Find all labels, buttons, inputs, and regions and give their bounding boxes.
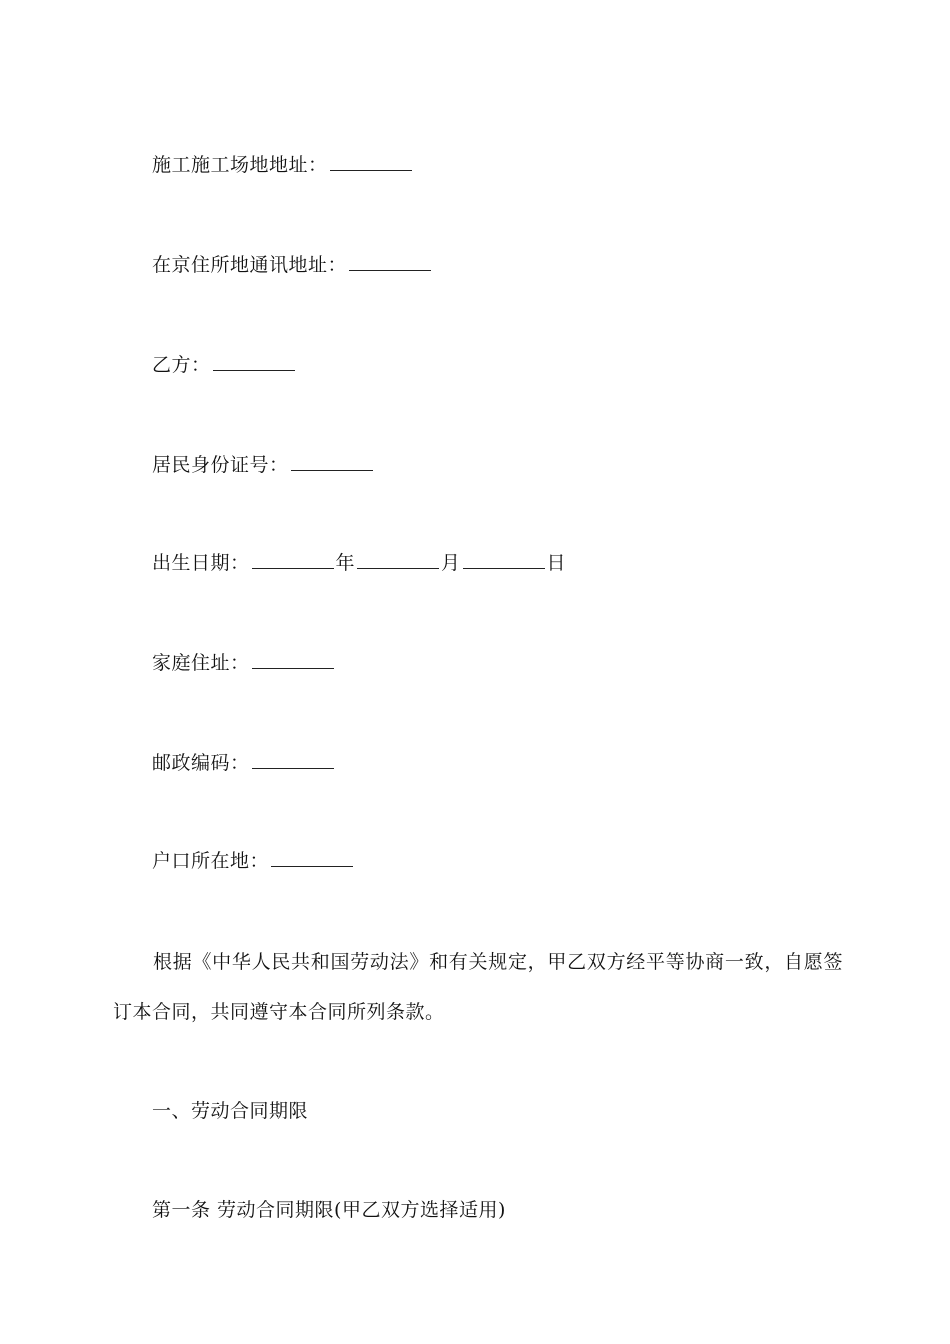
birth-year-label: 年 <box>335 552 356 574</box>
home-address-label: 家庭住址： <box>152 652 250 674</box>
site-address-label: 施工施工场地地址： <box>152 154 328 176</box>
site-address-line <box>152 153 414 177</box>
beijing-address-blank[interactable] <box>349 254 431 271</box>
section-heading-1: 一、劳动合同期限 <box>152 1100 309 1122</box>
postal-code-blank[interactable] <box>252 752 334 769</box>
household-location-line <box>152 849 355 873</box>
birth-date-line <box>152 551 566 575</box>
household-location-blank[interactable] <box>271 850 353 867</box>
postal-code-line <box>152 751 336 775</box>
birth-month-label: 月 <box>441 552 461 574</box>
beijing-address-label: 在京住所地通讯地址： <box>152 254 348 276</box>
article-1-heading: 第一条 劳动合同期限(甲乙双方选择适用) <box>152 1199 506 1221</box>
birth-date-label: 出生日期： <box>152 552 250 574</box>
postal-code-label: 邮政编码： <box>152 752 250 774</box>
id-number-line <box>152 453 375 477</box>
birth-year-blank[interactable] <box>252 552 334 569</box>
birth-day-label: 日 <box>546 552 567 574</box>
birth-month-blank[interactable] <box>357 552 439 569</box>
id-number-label: 居民身份证号： <box>152 454 289 476</box>
household-location-label: 户口所在地： <box>152 850 270 872</box>
party-b-line <box>152 353 297 377</box>
home-address-line <box>152 651 336 675</box>
birth-day-blank[interactable] <box>463 552 545 569</box>
party-b-blank[interactable] <box>213 354 295 371</box>
party-b-label: 乙方： <box>152 354 211 376</box>
beijing-address-line <box>152 253 433 277</box>
home-address-blank[interactable] <box>252 652 334 669</box>
intro-paragraph: 根据《中华人民共和国劳动法》和有关规定，甲乙双方经平等协商一致，自愿签订本合同，共同遵守本合同所列条款。 <box>113 951 843 1023</box>
id-number-blank[interactable] <box>291 454 373 471</box>
site-address-blank[interactable] <box>330 154 412 171</box>
